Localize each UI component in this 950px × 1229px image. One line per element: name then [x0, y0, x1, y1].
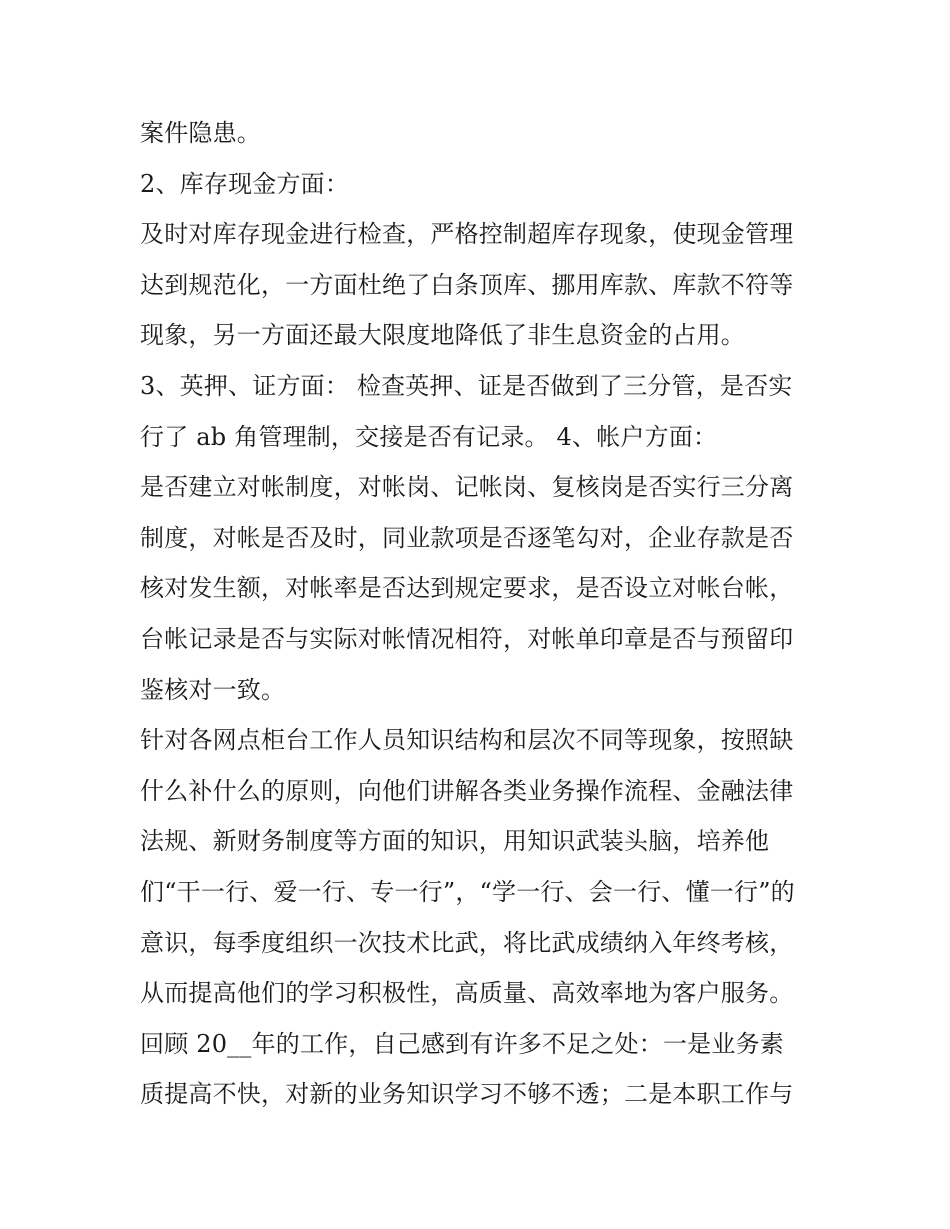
text-line: 法规、新财务制度等方面的知识，用知识武装头脑，培养他	[140, 827, 770, 856]
text-line: 现象，另一方面还最大限度地降低了非生息资金的占用。	[140, 321, 745, 350]
text-line: 制度，对帐是否及时，同业款项是否逐笔勾对，企业存款是否	[140, 523, 794, 552]
text-line: 达到规范化，一方面杜绝了白条顶库、挪用库款、库款不符等	[140, 270, 794, 299]
text-line: 什么补什么的原则，向他们讲解各类业务操作流程、金融法律	[140, 776, 794, 805]
text-line: 针对各网点柜台工作人员知识结构和层次不同等现象，按照缺	[140, 726, 794, 755]
text-line: 核对发生额，对帐率是否达到规定要求，是否设立对帐台帐，	[140, 574, 794, 603]
text-line: 案件隐患。	[140, 119, 261, 147]
text-line: 是否建立对帐制度，对帐岗、记帐岗、复核岗是否实行三分离	[140, 473, 794, 502]
text-line: 3、英押、证方面： 检查英押、证是否做到了三分管，是否实	[140, 371, 793, 400]
text-line: 台帐记录是否与实际对帐情况相符，对帐单印章是否与预留印	[140, 624, 794, 653]
text-line: 及时对库存现金进行检查，严格控制超库存现象，使现金管理	[140, 220, 794, 249]
text-line: 鉴核对一致。	[140, 675, 286, 704]
text-line: 2、库存现金方面：	[140, 169, 350, 198]
text-line: 质提高不快，对新的业务知识学习不够不透；二是本职工作与	[140, 1080, 794, 1109]
text-line: 行了 ab 角管理制，交接是否有记录。 4、帐户方面：	[140, 422, 718, 451]
document-body	[140, 108, 830, 1120]
text-line: 意识，每季度组织一次技术比武，将比武成绩纳入年终考核，	[140, 928, 794, 957]
text-line: 回顾 20__年的工作，自己感到有许多不足之处：一是业务素	[140, 1029, 784, 1058]
text-line: 们“干一行、爱一行、专一行”，“学一行、会一行、懂一行”的	[140, 877, 795, 906]
text-line: 从而提高他们的学习积极性，高质量、高效率地为客户服务。	[140, 979, 794, 1008]
